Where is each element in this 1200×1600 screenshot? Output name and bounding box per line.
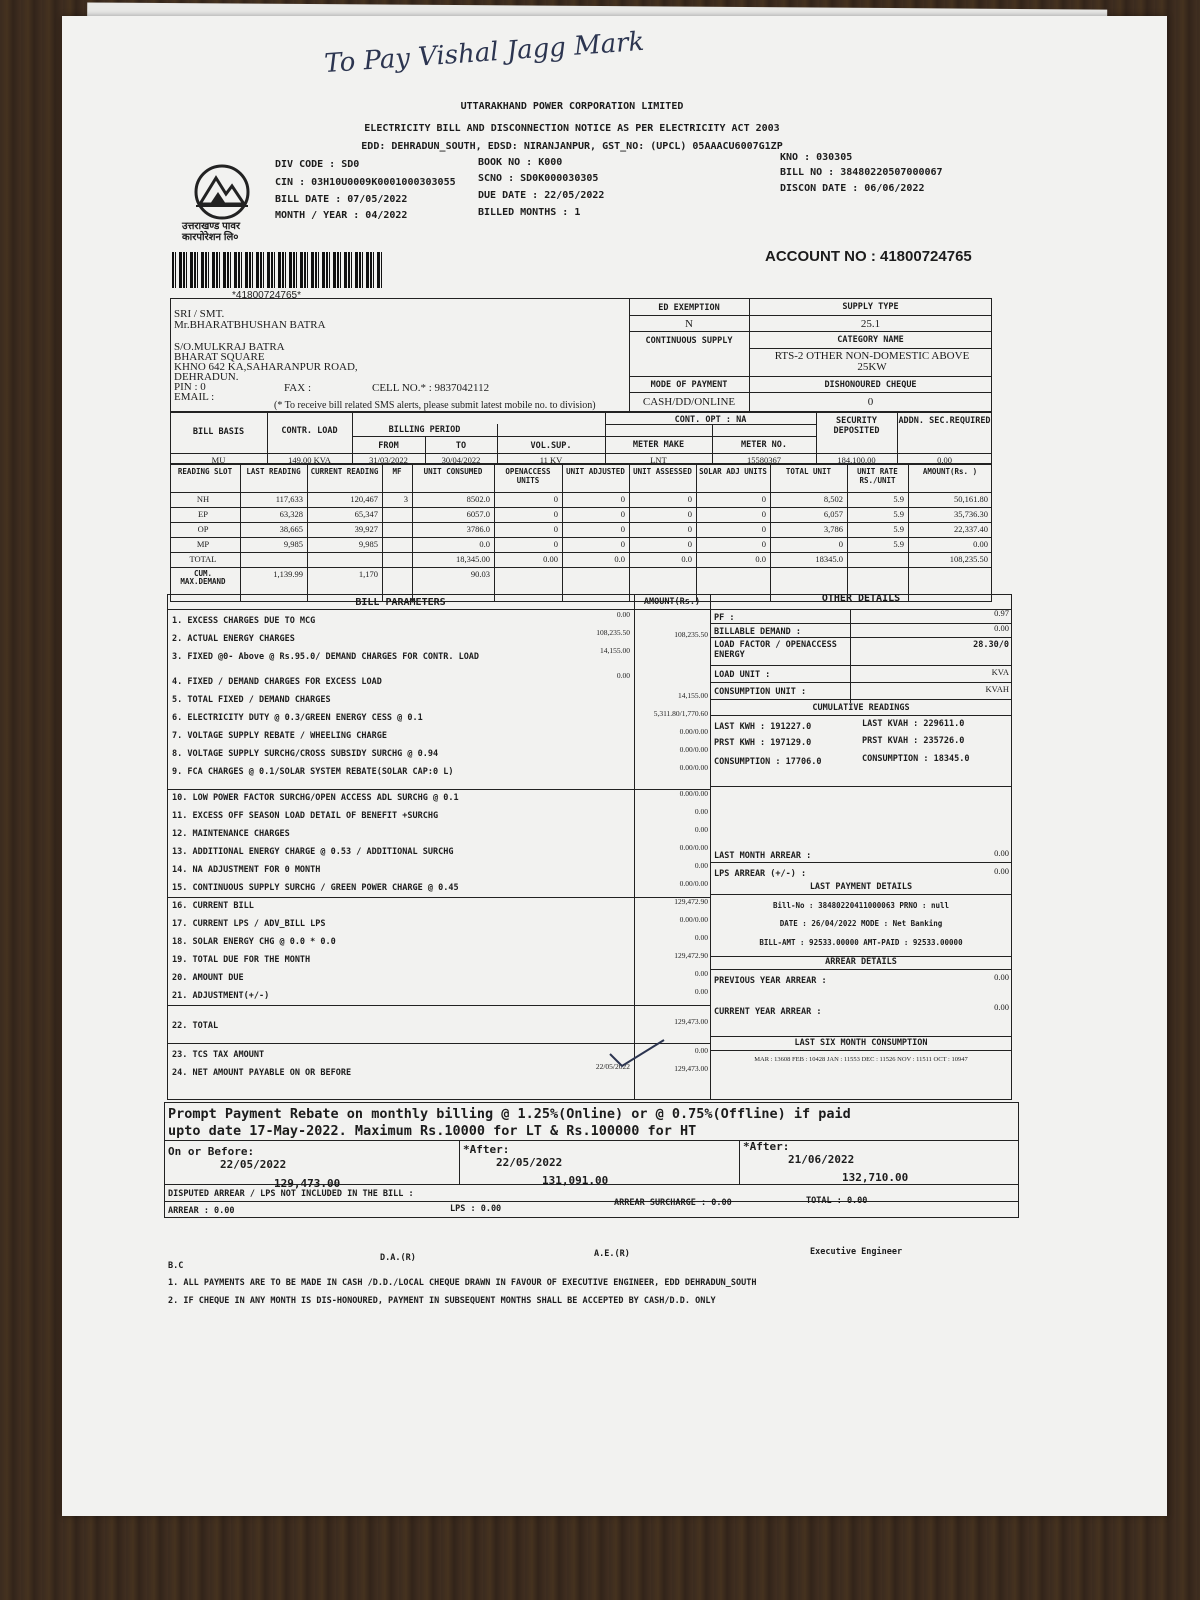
prst-kwh: PRST KWH : 197129.0 — [714, 738, 812, 748]
reading-cell: 0 — [687, 509, 692, 519]
other-details-title: OTHER DETAILS — [821, 593, 901, 604]
consumption-unit-label: CONSUMPTION UNIT : — [714, 687, 807, 697]
reading-total-cell: 0.0 — [614, 554, 625, 564]
footer-executive-engineer: Executive Engineer — [810, 1247, 903, 1257]
reading-cell: 22,337.40 — [954, 524, 988, 534]
reading-cell: 0 — [620, 539, 625, 549]
reading-total-cell: 18345.0 — [815, 554, 843, 564]
last-payment-title: LAST PAYMENT DETAILS — [809, 882, 913, 892]
last-payment-bill-no: Bill-No : 38480220411000063 PRNO : null — [772, 901, 950, 910]
parameter-label: 6. ELECTRICITY DUTY @ 0.3/GREEN ENERGY CESS @ 0.1 — [172, 713, 423, 723]
pin: PIN : 0 — [174, 381, 206, 393]
reading-cell: 5.9 — [893, 524, 904, 534]
last-payment-date: DATE : 26/04/2022 MODE : Net Banking — [779, 919, 943, 928]
barcode-text: *41800724765* — [232, 290, 301, 301]
readings-header-cell: CURRENT READING — [310, 467, 379, 476]
reading-total-cell: 18,345.00 — [456, 554, 490, 564]
consumer-so: S/O.MULKRAJ BATRA — [174, 341, 285, 353]
readings-header-cell: UNIT ADJUSTED — [566, 467, 625, 476]
parameter-amount: 0.00 — [694, 807, 708, 816]
parameter-label: 9. FCA CHARGES @ 0.1/SOLAR SYSTEM REBATE(SOLAR CAP:0 L) — [172, 767, 454, 777]
parameter-sub-amount: 0.00 — [616, 671, 630, 680]
reading-cell: 0 — [620, 494, 625, 504]
cin: CIN : 03H10U0009K0001000303055 — [275, 177, 456, 188]
parameter-label: 11. EXCESS OFF SEASON LOAD DETAIL OF BENEFIT +SURCHG — [172, 811, 439, 821]
barcode — [172, 252, 382, 288]
reading-cell: 0 — [761, 494, 766, 504]
mode-of-payment-value: CASH/DD/ONLINE — [642, 396, 736, 408]
readings-header-cell: READING SLOT — [177, 467, 233, 476]
after-amount-2: 132,710.00 — [842, 1171, 909, 1184]
to-header: TO — [455, 441, 467, 451]
parameter-separator — [167, 897, 710, 898]
to-value: 30/04/2022 — [441, 455, 481, 465]
parameter-separator — [167, 789, 710, 790]
parameter-amount: 0.00/0.00 — [679, 745, 708, 754]
parameter-label: 4. FIXED / DEMAND CHARGES FOR EXCESS LOAD — [172, 677, 382, 687]
billable-demand-value: 0.00 — [994, 623, 1009, 633]
reading-cell: EP — [198, 509, 208, 519]
load-unit-label: LOAD UNIT : — [714, 670, 771, 680]
footer-da: D.A.(R) — [380, 1253, 416, 1263]
kno: KNO : 030305 — [780, 152, 853, 163]
reading-cell: 8502.0 — [466, 494, 490, 504]
billing-period-header: BILLING PERIOD — [388, 425, 461, 435]
bill-date: BILL DATE : 07/05/2022 — [275, 194, 408, 205]
parameter-label: 19. TOTAL DUE FOR THE MONTH — [172, 955, 311, 965]
bill-no: BILL NO : 38480220507000067 — [780, 167, 943, 178]
parameter-sub-amount: 108,235.50 — [596, 628, 630, 637]
arrear-details-title: ARREAR DETAILS — [825, 957, 897, 967]
previous-year-arrear-label: PREVIOUS YEAR ARREAR : — [714, 976, 827, 986]
email: EMAIL : — [174, 391, 215, 403]
parameter-amount: 0.00 — [694, 933, 708, 942]
dishonoured-label: DISHONOURED CHEQUE — [824, 380, 917, 390]
address-line-2: KHNO 642 KA,SAHARANPUR ROAD, — [174, 361, 358, 373]
reading-cell: OP — [197, 524, 209, 534]
reading-total-cell: 0.00 — [543, 554, 558, 564]
parameter-separator — [167, 1005, 710, 1006]
parameter-label: 23. TCS TAX AMOUNT — [172, 1050, 265, 1060]
parameter-sub-amount: 14,155.00 — [600, 646, 630, 655]
readings-row-line — [170, 537, 992, 538]
parameter-label: 14. NA ADJUSTMENT FOR 0 MONTH — [172, 865, 321, 875]
parameter-label: 15. CONTINUOUS SUPPLY SURCHG / GREEN POWER CHARGE @ 0.45 — [172, 883, 459, 893]
discon-date: DISCON DATE : 06/06/2022 — [780, 183, 925, 194]
reading-cell: 0 — [553, 524, 558, 534]
supply-type-value: 25.1 — [860, 318, 881, 330]
mode-of-payment-label: MODE OF PAYMENT — [650, 380, 728, 390]
parameter-label: 22. TOTAL — [172, 1021, 219, 1031]
rebate-text-2: upto date 17-May-2022. Maximum Rs.10000 for LT & Rs.100000 for HT — [168, 1123, 697, 1139]
continuous-supply-label: CONTINUOUS SUPPLY — [645, 336, 733, 346]
after-label-2: *After: — [743, 1140, 790, 1153]
reading-cell: 6,057 — [823, 509, 843, 519]
readings-col-divider — [382, 464, 383, 602]
parameter-label: 3. FIXED @0- Above @ Rs.95.0/ DEMAND CHARGES FOR CONTR. LOAD — [172, 652, 480, 662]
parameter-label: 2. ACTUAL ENERGY CHARGES — [172, 634, 295, 644]
last-kwh: LAST KWH : 191227.0 — [714, 722, 812, 732]
reading-cell: 63,328 — [279, 509, 303, 519]
readings-row-line — [170, 567, 992, 568]
from-value: 31/03/2022 — [369, 455, 408, 465]
last-six-month-values: MAR : 13608 FEB : 10428 JAN : 11553 DEC : 11526 NOV : 11511 OCT : 10947 — [754, 1056, 968, 1063]
pf-value: 0.97 — [994, 608, 1009, 618]
address-line-3: DEHRADUN. — [174, 371, 239, 383]
reading-cell: 0.0 — [479, 539, 490, 549]
readings-header-cell: UNIT RATE RS./UNIT — [857, 467, 898, 485]
on-or-before-label: On or Before: — [168, 1145, 255, 1158]
parameter-label: 18. SOLAR ENERGY CHG @ 0.0 * 0.0 — [172, 937, 336, 947]
reading-cell: 39,927 — [354, 524, 378, 534]
previous-year-arrear-value: 0.00 — [994, 972, 1009, 982]
reading-cell: 117,633 — [275, 494, 303, 504]
parameter-amount: 0.00/0.00 — [679, 843, 708, 852]
salutation: SRI / SMT. — [174, 308, 225, 320]
cont-opt: CONT. OPT : NA — [674, 415, 747, 425]
load-unit-value: KVA — [991, 667, 1009, 677]
pf-label: PF : — [714, 613, 735, 623]
last-kvah: LAST KVAH : 229611.0 — [862, 719, 965, 729]
last-six-month-title: LAST SIX MONTH CONSUMPTION — [794, 1038, 928, 1048]
bill-basis-value: MU — [211, 455, 226, 465]
parameter-label: 10. LOW POWER FACTOR SURCHG/OPEN ACCESS ADL SURCHG @ 0.1 — [172, 793, 459, 803]
parameter-amount: 129,472.90 — [674, 951, 708, 960]
parameter-amount: 5,311.80/1,770.60 — [653, 709, 708, 718]
after-amount-1: 131,091.00 — [542, 1174, 609, 1187]
amount-title: AMOUNT(Rs.) — [643, 597, 701, 607]
due-date: DUE DATE : 22/05/2022 — [478, 190, 605, 201]
reading-cell: 3 — [403, 494, 408, 504]
handwritten-annotation: To Pay Vishal Jagg Mark — [323, 26, 646, 80]
addn-security-value: 0.00 — [937, 455, 952, 465]
parameter-amount: 0.00 — [694, 969, 708, 978]
parameter-label: 12. MAINTENANCE CHARGES — [172, 829, 290, 839]
parameter-amount: 129,473.00 — [674, 1017, 708, 1026]
fax: FAX : — [284, 382, 311, 394]
scno: SCNO : SD0K000030305 — [478, 173, 599, 184]
parameter-amount: 14,155.00 — [678, 691, 708, 700]
readings-header-cell: LAST READING — [246, 467, 301, 476]
parameter-amount: 0.00/0.00 — [679, 763, 708, 772]
reading-cell: 0 — [687, 494, 692, 504]
meter-make-value: LNT — [650, 455, 667, 465]
last-month-arrear-value: 0.00 — [994, 848, 1009, 858]
parameter-amount: 129,472.90 — [674, 897, 708, 906]
reading-cell: NH — [196, 494, 210, 504]
meter-no-value: 15580367 — [747, 455, 781, 465]
parameter-label: 20. AMOUNT DUE — [172, 973, 244, 983]
bill-document — [62, 16, 1167, 1516]
lps-arrear-value: 0.00 — [994, 866, 1009, 876]
contr-load-header: CONTR. LOAD — [281, 426, 338, 436]
account-number: ACCOUNT NO : 41800724765 — [765, 248, 972, 265]
logo-caption: उत्तराखण्ड पावर कारपोरेशन लि० — [182, 221, 241, 243]
reading-cell: 0 — [687, 524, 692, 534]
reading-total-cell: TOTAL — [189, 554, 217, 564]
category-value: RTS-2 OTHER NON-DOMESTIC ABOVE 25KW — [774, 350, 970, 373]
footer-note-1: 1. ALL PAYMENTS ARE TO BE MADE IN CASH /D.D./LOCAL CHEQUE DRAWN IN FAVOUR OF EXECUTIVE ENGINEER, EDD DEHRADUN_SOUTH — [168, 1278, 757, 1288]
readings-header-cell: OPENACCESS UNITS — [505, 467, 551, 485]
reading-cell: 5.9 — [893, 539, 904, 549]
parameter-label: 16. CURRENT BILL — [172, 901, 254, 911]
parameter-amount: 0.00 — [694, 825, 708, 834]
billed-months: BILLED MONTHS : 1 — [478, 207, 581, 218]
meter-no-header: METER NO. — [740, 440, 788, 450]
parameter-amount: 0.00 — [694, 987, 708, 996]
reading-cell: 0 — [761, 509, 766, 519]
parameter-amount: 0.00 — [694, 1046, 708, 1055]
footer-ae: A.E.(R) — [594, 1249, 630, 1259]
supply-type-label: SUPPLY TYPE — [842, 302, 899, 312]
after-date-1: 22/05/2022 — [496, 1156, 563, 1169]
reading-cell: 3786.0 — [466, 524, 490, 534]
handwritten-check-mark — [608, 1038, 668, 1074]
reading-cell: 0 — [761, 524, 766, 534]
reading-cell: 0 — [761, 539, 766, 549]
readings-header-line — [170, 492, 992, 493]
consumption-kwh: CONSUMPTION : 17706.0 — [714, 757, 822, 767]
cum-max-demand-cell: 90.03 — [470, 569, 490, 579]
on-or-before-amount: 129,473.00 — [274, 1177, 341, 1190]
current-year-arrear-label: CURRENT YEAR ARREAR : — [714, 1007, 822, 1017]
sms-note: (* To receive bill related SMS alerts, please submit latest mobile no. to division) — [274, 400, 596, 411]
parameter-amount: 0.00/0.00 — [679, 727, 708, 736]
readings-header-cell: UNIT ASSESSED — [633, 467, 692, 476]
bill-basis-header: BILL BASIS — [192, 427, 245, 437]
cumulative-readings-title: CUMULATIVE READINGS — [812, 703, 910, 713]
parameter-label: 21. ADJUSTMENT(+/-) — [172, 991, 270, 1001]
div-code: DIV CODE : SD0 — [275, 159, 360, 170]
from-header: FROM — [378, 441, 399, 451]
parameter-amount: 129,473.00 — [674, 1064, 708, 1073]
vol-sup-value: 11 KV — [539, 455, 563, 465]
reading-total-cell: 0.0 — [755, 554, 766, 564]
parameter-amount: 0.00 — [694, 861, 708, 870]
reading-cell: MP — [196, 539, 210, 549]
ed-exemption-label: ED EXEMPTION — [658, 303, 720, 313]
arrear-surcharge: ARREAR SURCHARGE : 0.00 — [614, 1198, 732, 1208]
dishonoured-value: 0 — [867, 396, 874, 408]
book-no: BOOK NO : K000 — [478, 157, 563, 168]
prst-kvah: PRST KVAH : 235726.0 — [862, 736, 965, 746]
vol-sup-header: VOL.SUP. — [530, 441, 572, 451]
bill-parameters-title: BILL PARAMETERS — [355, 597, 446, 608]
upcl-logo-icon — [186, 162, 258, 226]
reading-total-cell: 108,235.50 — [949, 554, 988, 564]
cum-max-demand-cell: CUM. MAX.DEMAND — [180, 569, 226, 586]
parameter-label: 5. TOTAL FIXED / DEMAND CHARGES — [172, 695, 331, 705]
reading-cell: 0 — [553, 539, 558, 549]
security-header: SECURITY DEPOSITED — [833, 416, 880, 436]
load-factor-label: LOAD FACTOR / OPENACCESS ENERGY — [714, 640, 837, 660]
after-label-1: *After: — [463, 1143, 510, 1156]
parameter-label: 7. VOLTAGE SUPPLY REBATE / WHEELING CHARGE — [172, 731, 387, 741]
parameter-sub-amount: 0.00 — [616, 610, 630, 619]
ed-exemption-value: N — [685, 318, 693, 330]
reading-cell: 8,502 — [823, 494, 843, 504]
readings-header-cell: TOTAL UNIT — [785, 467, 832, 476]
load-factor-value: 28.30/0 — [973, 640, 1009, 650]
billable-demand-label: BILLABLE DEMAND : — [714, 627, 801, 637]
consumption-kvah: CONSUMPTION : 18345.0 — [862, 754, 970, 764]
cum-max-demand-cell: 1,139.99 — [273, 569, 303, 579]
reading-cell: 0.00 — [973, 539, 988, 549]
last-payment-amount: BILL-AMT : 92533.00000 AMT-PAID : 92533.00000 — [759, 938, 963, 947]
reading-cell: 5.9 — [893, 494, 904, 504]
contr-load-value: 149.00 KVA — [288, 455, 331, 465]
addn-security-header: ADDN. SEC.REQUIRED — [898, 416, 991, 426]
reading-cell: 6057.0 — [466, 509, 490, 519]
readings-row-line — [170, 522, 992, 523]
security-value: 184,100.00 — [837, 455, 876, 465]
parameter-sub-amount: 22/05/2022 — [595, 1062, 630, 1071]
on-or-before-date: 22/05/2022 — [220, 1158, 287, 1171]
category-label: CATEGORY NAME — [837, 335, 904, 345]
reading-cell: 0 — [553, 494, 558, 504]
parameter-label: 8. VOLTAGE SUPPLY SURCHG/CROSS SUBSIDY SURCHG @ 0.94 — [172, 749, 439, 759]
parameter-amount: 0.00/0.00 — [679, 789, 708, 798]
disputed-total: TOTAL : 0.00 — [806, 1196, 868, 1206]
reading-cell: 3,786 — [823, 524, 843, 534]
reading-cell: 65,347 — [354, 509, 378, 519]
readings-header-cell: UNIT CONSUMED — [423, 467, 483, 476]
month-year: MONTH / YEAR : 04/2022 — [275, 210, 408, 221]
reading-cell: 0 — [620, 509, 625, 519]
footer-bc: B.C — [168, 1261, 184, 1271]
readings-row-line — [170, 552, 992, 553]
cell-number: CELL NO.* : 9837042112 — [372, 382, 490, 394]
readings-row-line — [170, 507, 992, 508]
meter-make-header: METER MAKE — [632, 440, 685, 450]
parameter-label: 13. ADDITIONAL ENERGY CHARGE @ 0.53 / ADDITIONAL SURCHG — [172, 847, 454, 857]
reading-cell: 38,665 — [279, 524, 303, 534]
parameter-label: 17. CURRENT LPS / ADV_BILL LPS — [172, 919, 326, 929]
address-line-1: BHARAT SQUARE — [174, 351, 265, 363]
after-date-2: 21/06/2022 — [788, 1153, 855, 1166]
reading-cell: 0 — [553, 509, 558, 519]
disputed-title: DISPUTED ARREAR / LPS NOT INCLUDED IN THE BILL : — [168, 1189, 414, 1199]
reading-cell: 0 — [620, 524, 625, 534]
disputed-lps: LPS : 0.00 — [450, 1204, 502, 1214]
consumer-name: Mr.BHARATBHUSHAN BATRA — [174, 319, 326, 331]
header-line-3: EDD: DEHRADUN_SOUTH, EDSD: NIRANJANPUR, GST_NO: (UPCL) 05AAACU6007G1ZP — [361, 141, 783, 152]
header-line-1: UTTARAKHAND POWER CORPORATION LIMITED — [460, 101, 684, 112]
reading-cell: 0 — [838, 539, 843, 549]
header-line-2: ELECTRICITY BILL AND DISCONNECTION NOTICE AS PER ELECTRICITY ACT 2003 — [364, 123, 780, 134]
reading-cell: 0 — [687, 539, 692, 549]
parameter-amount: 0.00/0.00 — [679, 915, 708, 924]
footer-note-2: 2. IF CHEQUE IN ANY MONTH IS DIS-HONOURED, PAYMENT IN SUBSEQUENT MONTHS SHALL BE ACCEPTED BY CASH/D.D. ONLY — [168, 1296, 716, 1306]
parameter-label: 24. NET AMOUNT PAYABLE ON OR BEFORE — [172, 1068, 352, 1078]
parameter-amount: 0.00/0.00 — [679, 879, 708, 888]
readings-header-cell: MF — [392, 467, 402, 476]
parameter-amount: 108,235.50 — [674, 630, 708, 639]
last-month-arrear-label: LAST MONTH ARREAR : — [714, 851, 812, 861]
reading-total-cell: 0.0 — [681, 554, 692, 564]
lps-arrear-label: LPS ARREAR (+/-) : — [714, 869, 807, 879]
consumption-unit-value: KVAH — [985, 684, 1009, 694]
rebate-text-1: Prompt Payment Rebate on monthly billing @ 1.25%(Online) or @ 0.75%(Offline) if paid — [168, 1106, 851, 1122]
reading-cell: 5.9 — [893, 509, 904, 519]
readings-header-cell: SOLAR ADJ UNITS — [699, 467, 767, 476]
reading-cell: 9,985 — [358, 539, 378, 549]
reading-cell: 50,161.80 — [954, 494, 988, 504]
readings-header-cell: AMOUNT(Rs. ) — [922, 467, 978, 476]
disputed-arrear: ARREAR : 0.00 — [168, 1206, 235, 1216]
reading-cell: 35,736.30 — [954, 509, 988, 519]
reading-cell: 120,467 — [350, 494, 378, 504]
current-year-arrear-value: 0.00 — [994, 1002, 1009, 1012]
reading-cell: 9,985 — [283, 539, 303, 549]
cum-max-demand-cell: 1,170 — [358, 569, 378, 579]
parameter-label: 1. EXCESS CHARGES DUE TO MCG — [172, 616, 316, 626]
